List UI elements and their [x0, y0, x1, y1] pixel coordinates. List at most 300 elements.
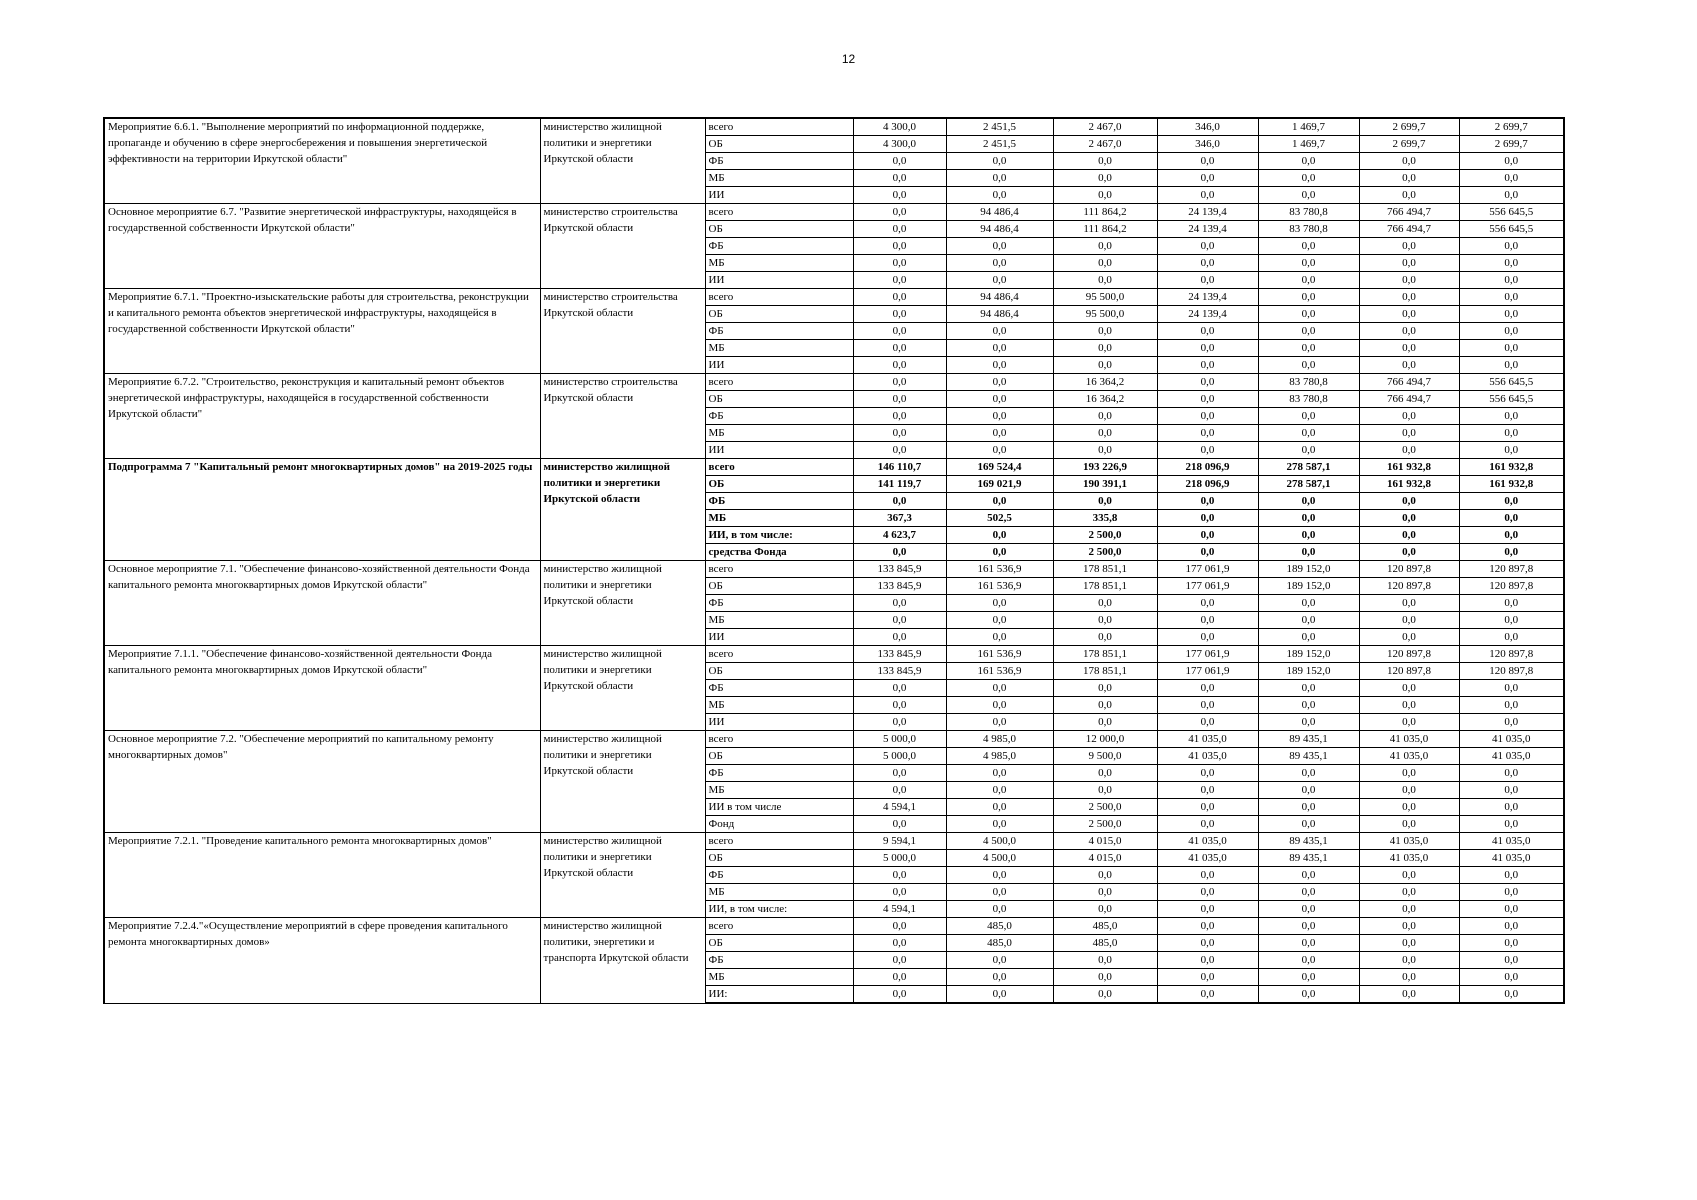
amount-cell: 189 152,0	[1258, 646, 1359, 663]
amount-cell: 161 932,8	[1359, 459, 1459, 476]
amount-cell: 0,0	[1157, 323, 1258, 340]
funding-source-cell: МБ	[705, 425, 853, 442]
amount-cell: 0,0	[1359, 357, 1459, 374]
amount-cell: 0,0	[853, 170, 946, 187]
amount-cell: 189 152,0	[1258, 663, 1359, 680]
amount-cell: 4 300,0	[853, 118, 946, 136]
amount-cell: 0,0	[853, 272, 946, 289]
amount-cell: 0,0	[1359, 187, 1459, 204]
amount-cell: 0,0	[1359, 799, 1459, 816]
amount-cell: 1 469,7	[1258, 136, 1359, 153]
amount-cell: 0,0	[1258, 153, 1359, 170]
amount-cell: 0,0	[853, 782, 946, 799]
amount-cell: 0,0	[1053, 255, 1157, 272]
amount-cell: 0,0	[1359, 306, 1459, 323]
amount-cell: 0,0	[1359, 323, 1459, 340]
amount-cell: 4 500,0	[946, 833, 1053, 850]
amount-cell: 0,0	[1157, 935, 1258, 952]
amount-cell: 0,0	[946, 493, 1053, 510]
amount-cell: 0,0	[1157, 425, 1258, 442]
amount-cell: 0,0	[1459, 714, 1564, 731]
amount-cell: 0,0	[1459, 935, 1564, 952]
amount-cell: 0,0	[853, 289, 946, 306]
amount-cell: 556 645,5	[1459, 374, 1564, 391]
amount-cell: 0,0	[1359, 612, 1459, 629]
amount-cell: 0,0	[1359, 442, 1459, 459]
amount-cell: 120 897,8	[1459, 578, 1564, 595]
amount-cell: 0,0	[1359, 425, 1459, 442]
amount-cell: 2 500,0	[1053, 527, 1157, 544]
amount-cell: 766 494,7	[1359, 374, 1459, 391]
amount-cell: 0,0	[1258, 629, 1359, 646]
amount-cell: 0,0	[1258, 969, 1359, 986]
amount-cell: 0,0	[1157, 680, 1258, 697]
amount-cell: 766 494,7	[1359, 391, 1459, 408]
amount-cell: 0,0	[853, 986, 946, 1004]
amount-cell: 1 469,7	[1258, 118, 1359, 136]
amount-cell: 0,0	[1258, 255, 1359, 272]
amount-cell: 161 536,9	[946, 663, 1053, 680]
funding-source-cell: МБ	[705, 340, 853, 357]
amount-cell: 0,0	[1258, 799, 1359, 816]
amount-cell: 0,0	[1258, 340, 1359, 357]
amount-cell: 83 780,8	[1258, 391, 1359, 408]
amount-cell: 0,0	[1157, 374, 1258, 391]
amount-cell: 94 486,4	[946, 204, 1053, 221]
budget-table	[103, 117, 1565, 1004]
amount-cell: 0,0	[853, 187, 946, 204]
amount-cell: 0,0	[1359, 340, 1459, 357]
executor-cell: министерство строительства Иркутской области	[540, 374, 705, 459]
amount-cell: 0,0	[1459, 544, 1564, 561]
amount-cell: 0,0	[853, 153, 946, 170]
amount-cell: 2 451,5	[946, 118, 1053, 136]
amount-cell: 111 864,2	[1053, 204, 1157, 221]
funding-source-cell: ОБ	[705, 391, 853, 408]
activity-name-cell: Мероприятие 6.7.2. "Строительство, реконструкция и капитальный ремонт объектов энергетической инфраструктуры, находящейся в государственной собственности Иркутской области"	[104, 374, 540, 459]
amount-cell: 120 897,8	[1459, 663, 1564, 680]
amount-cell: 0,0	[1157, 510, 1258, 527]
amount-cell: 0,0	[1459, 340, 1564, 357]
amount-cell: 0,0	[946, 323, 1053, 340]
amount-cell: 0,0	[1359, 867, 1459, 884]
amount-cell: 161 536,9	[946, 578, 1053, 595]
amount-cell: 0,0	[1053, 765, 1157, 782]
funding-source-cell: ФБ	[705, 765, 853, 782]
funding-source-cell: ИИ	[705, 442, 853, 459]
amount-cell: 0,0	[1258, 323, 1359, 340]
amount-cell: 0,0	[1157, 544, 1258, 561]
funding-source-cell: МБ	[705, 612, 853, 629]
amount-cell: 0,0	[1459, 680, 1564, 697]
amount-cell: 0,0	[1459, 952, 1564, 969]
amount-cell: 0,0	[1053, 612, 1157, 629]
amount-cell: 0,0	[946, 816, 1053, 833]
amount-cell: 278 587,1	[1258, 459, 1359, 476]
amount-cell: 41 035,0	[1459, 833, 1564, 850]
amount-cell: 0,0	[1258, 442, 1359, 459]
amount-cell: 24 139,4	[1157, 221, 1258, 238]
amount-cell: 0,0	[946, 782, 1053, 799]
table-row	[104, 918, 1564, 935]
funding-source-cell: МБ	[705, 510, 853, 527]
amount-cell: 0,0	[853, 918, 946, 935]
amount-cell: 0,0	[946, 867, 1053, 884]
amount-cell: 0,0	[1359, 782, 1459, 799]
executor-cell: министерство строительства Иркутской области	[540, 204, 705, 289]
amount-cell: 0,0	[946, 408, 1053, 425]
amount-cell: 0,0	[1459, 527, 1564, 544]
amount-cell: 120 897,8	[1359, 561, 1459, 578]
amount-cell: 0,0	[1157, 272, 1258, 289]
amount-cell: 189 152,0	[1258, 561, 1359, 578]
amount-cell: 94 486,4	[946, 289, 1053, 306]
amount-cell: 4 015,0	[1053, 833, 1157, 850]
amount-cell: 0,0	[853, 391, 946, 408]
funding-source-cell: ОБ	[705, 748, 853, 765]
amount-cell: 556 645,5	[1459, 221, 1564, 238]
amount-cell: 0,0	[853, 357, 946, 374]
budget-table-body	[104, 118, 1564, 1003]
amount-cell: 0,0	[946, 714, 1053, 731]
executor-cell: министерство жилищной политики и энергетики Иркутской области	[540, 731, 705, 833]
activity-name-cell: Основное мероприятие 7.2. "Обеспечение мероприятий по капитальному ремонту многоквартирных домов"	[104, 731, 540, 833]
amount-cell: 111 864,2	[1053, 221, 1157, 238]
amount-cell: 0,0	[1459, 765, 1564, 782]
amount-cell: 766 494,7	[1359, 204, 1459, 221]
funding-source-cell: ОБ	[705, 578, 853, 595]
activity-name-cell: Мероприятие 7.2.1. "Проведение капитального ремонта многоквартирных домов"	[104, 833, 540, 918]
amount-cell: 0,0	[1359, 255, 1459, 272]
amount-cell: 41 035,0	[1359, 731, 1459, 748]
amount-cell: 0,0	[1359, 170, 1459, 187]
amount-cell: 0,0	[1258, 867, 1359, 884]
amount-cell: 5 000,0	[853, 748, 946, 765]
funding-source-cell: ФБ	[705, 153, 853, 170]
amount-cell: 0,0	[1157, 918, 1258, 935]
amount-cell: 120 897,8	[1359, 646, 1459, 663]
amount-cell: 0,0	[946, 272, 1053, 289]
funding-source-cell: ФБ	[705, 493, 853, 510]
amount-cell: 4 594,1	[853, 799, 946, 816]
funding-source-cell: всего	[705, 459, 853, 476]
amount-cell: 0,0	[1053, 153, 1157, 170]
amount-cell: 16 364,2	[1053, 374, 1157, 391]
activity-name-cell: Мероприятие 7.1.1. "Обеспечение финансово-хозяйственной деятельности Фонда капитального ремонта многоквартирных домов Иркутской области"	[104, 646, 540, 731]
amount-cell: 0,0	[1258, 170, 1359, 187]
amount-cell: 0,0	[1053, 170, 1157, 187]
amount-cell: 0,0	[1459, 986, 1564, 1004]
amount-cell: 2 699,7	[1359, 118, 1459, 136]
amount-cell: 0,0	[1053, 493, 1157, 510]
amount-cell: 0,0	[1157, 799, 1258, 816]
amount-cell: 0,0	[1258, 697, 1359, 714]
funding-source-cell: МБ	[705, 255, 853, 272]
funding-source-cell: ОБ	[705, 306, 853, 323]
funding-source-cell: ОБ	[705, 850, 853, 867]
executor-cell: министерство жилищной политики, энергетики и транспорта Иркутской области	[540, 918, 705, 1004]
amount-cell: 0,0	[1157, 391, 1258, 408]
amount-cell: 0,0	[1459, 323, 1564, 340]
amount-cell: 4 300,0	[853, 136, 946, 153]
amount-cell: 5 000,0	[853, 731, 946, 748]
amount-cell: 0,0	[1359, 884, 1459, 901]
amount-cell: 0,0	[946, 153, 1053, 170]
amount-cell: 161 536,9	[946, 561, 1053, 578]
amount-cell: 556 645,5	[1459, 391, 1564, 408]
amount-cell: 0,0	[1459, 799, 1564, 816]
amount-cell: 0,0	[946, 391, 1053, 408]
amount-cell: 0,0	[853, 221, 946, 238]
amount-cell: 0,0	[853, 255, 946, 272]
table-row	[104, 561, 1564, 578]
amount-cell: 0,0	[1459, 272, 1564, 289]
funding-source-cell: ИИ	[705, 187, 853, 204]
amount-cell: 0,0	[1157, 629, 1258, 646]
amount-cell: 0,0	[853, 612, 946, 629]
amount-cell: 133 845,9	[853, 561, 946, 578]
amount-cell: 89 435,1	[1258, 731, 1359, 748]
amount-cell: 0,0	[1157, 782, 1258, 799]
executor-cell: министерство строительства Иркутской области	[540, 289, 705, 374]
funding-source-cell: ИИ	[705, 714, 853, 731]
amount-cell: 41 035,0	[1359, 850, 1459, 867]
amount-cell: 0,0	[1157, 527, 1258, 544]
amount-cell: 2 699,7	[1459, 118, 1564, 136]
funding-source-cell: ОБ	[705, 476, 853, 493]
amount-cell: 0,0	[1459, 595, 1564, 612]
amount-cell: 146 110,7	[853, 459, 946, 476]
amount-cell: 89 435,1	[1258, 748, 1359, 765]
amount-cell: 0,0	[1258, 714, 1359, 731]
amount-cell: 218 096,9	[1157, 459, 1258, 476]
amount-cell: 0,0	[1459, 238, 1564, 255]
amount-cell: 0,0	[1359, 816, 1459, 833]
funding-source-cell: всего	[705, 561, 853, 578]
amount-cell: 161 932,8	[1359, 476, 1459, 493]
amount-cell: 0,0	[1258, 595, 1359, 612]
amount-cell: 95 500,0	[1053, 289, 1157, 306]
amount-cell: 0,0	[1157, 765, 1258, 782]
amount-cell: 0,0	[1459, 782, 1564, 799]
amount-cell: 0,0	[1053, 323, 1157, 340]
amount-cell: 0,0	[853, 952, 946, 969]
amount-cell: 0,0	[946, 680, 1053, 697]
amount-cell: 2 451,5	[946, 136, 1053, 153]
amount-cell: 0,0	[1157, 408, 1258, 425]
amount-cell: 41 035,0	[1157, 748, 1258, 765]
amount-cell: 0,0	[946, 425, 1053, 442]
amount-cell: 2 500,0	[1053, 799, 1157, 816]
amount-cell: 0,0	[1053, 238, 1157, 255]
activity-name-cell: Подпрограмма 7 "Капитальный ремонт многоквартирных домов" на 2019-2025 годы	[104, 459, 540, 561]
amount-cell: 178 851,1	[1053, 578, 1157, 595]
amount-cell: 0,0	[1053, 425, 1157, 442]
amount-cell: 24 139,4	[1157, 306, 1258, 323]
amount-cell: 0,0	[1359, 697, 1459, 714]
amount-cell: 485,0	[1053, 935, 1157, 952]
amount-cell: 0,0	[1053, 867, 1157, 884]
amount-cell: 0,0	[1359, 238, 1459, 255]
amount-cell: 0,0	[1157, 255, 1258, 272]
amount-cell: 0,0	[1258, 952, 1359, 969]
amount-cell: 0,0	[1258, 493, 1359, 510]
amount-cell: 0,0	[1053, 986, 1157, 1004]
amount-cell: 0,0	[946, 340, 1053, 357]
amount-cell: 0,0	[1053, 408, 1157, 425]
amount-cell: 0,0	[1258, 289, 1359, 306]
amount-cell: 0,0	[1258, 765, 1359, 782]
amount-cell: 0,0	[1459, 510, 1564, 527]
amount-cell: 0,0	[1459, 918, 1564, 935]
funding-source-cell: всего	[705, 204, 853, 221]
amount-cell: 0,0	[1258, 306, 1359, 323]
activity-name-cell: Основное мероприятие 7.1. "Обеспечение финансово-хозяйственной деятельности Фонда капитального ремонта многоквартирных домов Иркутской области"	[104, 561, 540, 646]
amount-cell: 0,0	[853, 935, 946, 952]
amount-cell: 0,0	[1053, 901, 1157, 918]
amount-cell: 177 061,9	[1157, 646, 1258, 663]
amount-cell: 485,0	[946, 935, 1053, 952]
amount-cell: 0,0	[853, 629, 946, 646]
amount-cell: 0,0	[1359, 901, 1459, 918]
activity-name-cell: Мероприятие 7.2.4."«Осуществление мероприятий в сфере проведения капитального ремонта многоквартирных домов»	[104, 918, 540, 1004]
amount-cell: 0,0	[1157, 153, 1258, 170]
executor-cell: министерство жилищной политики и энергетики Иркутской области	[540, 459, 705, 561]
funding-source-cell: ОБ	[705, 935, 853, 952]
amount-cell: 0,0	[1258, 510, 1359, 527]
amount-cell: 0,0	[1459, 408, 1564, 425]
amount-cell: 0,0	[1258, 357, 1359, 374]
amount-cell: 0,0	[946, 374, 1053, 391]
amount-cell: 0,0	[1053, 340, 1157, 357]
amount-cell: 0,0	[1157, 714, 1258, 731]
amount-cell: 0,0	[1459, 442, 1564, 459]
amount-cell: 0,0	[1459, 306, 1564, 323]
amount-cell: 0,0	[1258, 680, 1359, 697]
amount-cell: 0,0	[1053, 952, 1157, 969]
amount-cell: 41 035,0	[1157, 850, 1258, 867]
amount-cell: 177 061,9	[1157, 561, 1258, 578]
amount-cell: 133 845,9	[853, 663, 946, 680]
amount-cell: 0,0	[1053, 782, 1157, 799]
table-row	[104, 731, 1564, 748]
amount-cell: 120 897,8	[1359, 578, 1459, 595]
amount-cell: 4 500,0	[946, 850, 1053, 867]
amount-cell: 0,0	[1258, 544, 1359, 561]
amount-cell: 0,0	[946, 170, 1053, 187]
amount-cell: 0,0	[853, 595, 946, 612]
amount-cell: 0,0	[1459, 884, 1564, 901]
funding-source-cell: всего	[705, 646, 853, 663]
amount-cell: 0,0	[1459, 816, 1564, 833]
amount-cell: 89 435,1	[1258, 833, 1359, 850]
amount-cell: 89 435,1	[1258, 850, 1359, 867]
amount-cell: 0,0	[1053, 680, 1157, 697]
amount-cell: 0,0	[946, 765, 1053, 782]
amount-cell: 169 021,9	[946, 476, 1053, 493]
amount-cell: 0,0	[1157, 901, 1258, 918]
amount-cell: 0,0	[1053, 629, 1157, 646]
amount-cell: 0,0	[1359, 765, 1459, 782]
amount-cell: 278 587,1	[1258, 476, 1359, 493]
funding-source-cell: ИИ	[705, 357, 853, 374]
amount-cell: 0,0	[1459, 289, 1564, 306]
amount-cell: 218 096,9	[1157, 476, 1258, 493]
amount-cell: 0,0	[1053, 697, 1157, 714]
funding-source-cell: МБ	[705, 782, 853, 799]
amount-cell: 120 897,8	[1459, 646, 1564, 663]
amount-cell: 0,0	[853, 442, 946, 459]
amount-cell: 346,0	[1157, 136, 1258, 153]
table-row	[104, 459, 1564, 476]
amount-cell: 177 061,9	[1157, 578, 1258, 595]
amount-cell: 83 780,8	[1258, 374, 1359, 391]
funding-source-cell: ФБ	[705, 867, 853, 884]
amount-cell: 0,0	[853, 340, 946, 357]
amount-cell: 0,0	[1157, 187, 1258, 204]
amount-cell: 0,0	[1053, 272, 1157, 289]
amount-cell: 0,0	[946, 527, 1053, 544]
amount-cell: 0,0	[1258, 527, 1359, 544]
amount-cell: 83 780,8	[1258, 221, 1359, 238]
amount-cell: 0,0	[1359, 527, 1459, 544]
amount-cell: 0,0	[1258, 935, 1359, 952]
amount-cell: 0,0	[1459, 697, 1564, 714]
executor-cell: министерство жилищной политики и энергетики Иркутской области	[540, 118, 705, 204]
amount-cell: 0,0	[946, 612, 1053, 629]
amount-cell: 0,0	[1359, 408, 1459, 425]
amount-cell: 0,0	[1157, 170, 1258, 187]
amount-cell: 335,8	[1053, 510, 1157, 527]
amount-cell: 0,0	[946, 238, 1053, 255]
amount-cell: 0,0	[1459, 425, 1564, 442]
amount-cell: 0,0	[1459, 170, 1564, 187]
amount-cell: 367,3	[853, 510, 946, 527]
amount-cell: 0,0	[946, 255, 1053, 272]
funding-source-cell: ИИ	[705, 629, 853, 646]
amount-cell: 0,0	[853, 306, 946, 323]
funding-source-cell: ФБ	[705, 680, 853, 697]
amount-cell: 0,0	[1053, 595, 1157, 612]
amount-cell: 161 536,9	[946, 646, 1053, 663]
amount-cell: 141 119,7	[853, 476, 946, 493]
funding-source-cell: ИИ	[705, 272, 853, 289]
amount-cell: 502,5	[946, 510, 1053, 527]
amount-cell: 0,0	[1258, 238, 1359, 255]
amount-cell: 0,0	[1157, 986, 1258, 1004]
amount-cell: 0,0	[853, 544, 946, 561]
amount-cell: 193 226,9	[1053, 459, 1157, 476]
amount-cell: 83 780,8	[1258, 204, 1359, 221]
page-number: 12	[841, 52, 856, 66]
funding-source-cell: ОБ	[705, 663, 853, 680]
amount-cell: 0,0	[946, 187, 1053, 204]
amount-cell: 0,0	[1157, 816, 1258, 833]
funding-source-cell: МБ	[705, 884, 853, 901]
amount-cell: 133 845,9	[853, 646, 946, 663]
amount-cell: 2 500,0	[1053, 544, 1157, 561]
activity-name-cell: Мероприятие 6.7.1. "Проектно-изыскательские работы для строительства, реконструкции и капитального ремонта объектов энергетической инфраструктуры, находящейся в государственной собственности Иркутской области"	[104, 289, 540, 374]
amount-cell: 0,0	[1459, 612, 1564, 629]
amount-cell: 346,0	[1157, 118, 1258, 136]
amount-cell: 0,0	[853, 714, 946, 731]
executor-cell: министерство жилищной политики и энергетики Иркутской области	[540, 646, 705, 731]
amount-cell: 0,0	[1053, 714, 1157, 731]
funding-source-cell: ФБ	[705, 952, 853, 969]
amount-cell: 0,0	[1359, 918, 1459, 935]
amount-cell: 2 467,0	[1053, 136, 1157, 153]
amount-cell: 0,0	[946, 901, 1053, 918]
